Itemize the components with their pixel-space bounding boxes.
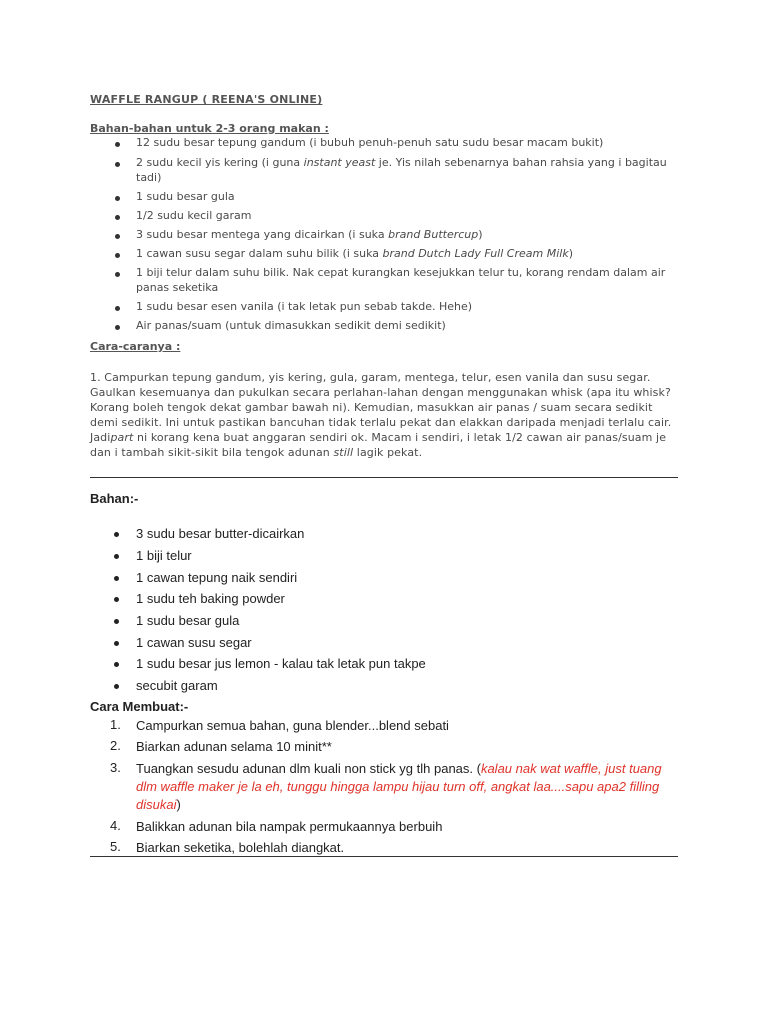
text-span: lagik pekat. — [353, 446, 423, 459]
step-number: 5. — [110, 839, 121, 854]
list-item: secubit garam — [136, 678, 218, 693]
list-item: 1 sudu besar jus lemon - kalau tak letak pun takpe — [136, 656, 426, 671]
list-item — [136, 189, 676, 204]
bullet-icon — [114, 597, 119, 602]
text-span: ) — [478, 228, 483, 241]
ingredients-heading-1: Bahan-bahan untuk 2-3 orang makan : — [90, 122, 329, 135]
method-paragraph — [90, 370, 678, 460]
list-item: 1 cawan tepung naik sendiri — [136, 570, 298, 585]
list-item — [136, 155, 676, 185]
text-span: Tuangkan sesudu adunan dlm kuali non stick yg tlh panas. ( — [136, 761, 481, 776]
bullet-icon — [114, 554, 119, 559]
italic-text: part — [110, 431, 134, 444]
list-item — [136, 135, 676, 150]
list-item — [136, 246, 676, 261]
text-span: 1 sudu besar esen vanila (i tak letak pun sebab takde. Hehe) — [136, 300, 473, 313]
divider — [90, 477, 678, 478]
text-span: je. Yis nilah sebenarnya bahan rahsia yang i bagitau tadi) — [136, 156, 667, 184]
text-span: 2 sudu kecil yis kering (i guna — [136, 156, 304, 169]
italic-text: still — [333, 446, 354, 459]
ingredients-heading-2: Bahan:- — [90, 491, 139, 506]
bullet-icon — [115, 325, 120, 330]
bullet-icon — [115, 196, 120, 201]
bullet-icon — [114, 576, 119, 581]
step-text — [136, 839, 681, 857]
step-number: 4. — [110, 818, 121, 833]
text-span: Biarkan seketika, bolehlah diangkat. — [136, 840, 345, 855]
recipe-title: WAFFLE RANGUP ( REENA'S ONLINE) — [90, 93, 323, 106]
step-text — [136, 717, 681, 735]
bullet-icon — [114, 662, 119, 667]
bullet-icon — [115, 272, 120, 277]
divider — [90, 856, 678, 857]
text-span: 1 cawan susu segar dalam suhu bilik (i suka — [136, 247, 383, 260]
step-number: 3. — [110, 760, 121, 775]
bullet-icon — [114, 619, 119, 624]
list-item: 1 sudu teh baking powder — [136, 591, 285, 606]
red-note-text: kalau nak wat waffle, just tuang dlm waffle maker je la eh, tunggu hingga lampu hijau turn off, angkat laa....sapu apa2 filling disukai — [136, 761, 662, 812]
bullet-icon — [115, 215, 120, 220]
list-item: 3 sudu besar butter-dicairkan — [136, 526, 305, 541]
bullet-icon — [114, 532, 119, 537]
text-span: ni korang kena buat anggaran sendiri ok. Macam i sendiri, i letak 1/2 cawan air panas/suam je dan i tambah sikit-sikit bila tengok adunan — [90, 431, 667, 459]
italic-text: brand Dutch Lady Full Cream Milk — [382, 247, 569, 260]
bullet-icon — [114, 684, 119, 689]
step-text — [136, 738, 681, 756]
text-span: Balikkan adunan bila nampak permukaannya berbuih — [136, 819, 443, 834]
text-span: Campurkan semua bahan, guna blender...blend sebati — [136, 718, 449, 733]
text-span: ) — [568, 247, 573, 260]
text-span: 1 biji telur dalam suhu bilik. Nak cepat kurangkan kesejukkan telur tu, korang rendam dalam air panas seketika — [136, 266, 666, 294]
method-heading-1: Cara-caranya : — [90, 340, 181, 353]
list-item: 1 sudu besar gula — [136, 613, 240, 628]
text-span: 3 sudu besar mentega yang dicairkan (i suka — [136, 228, 389, 241]
step-text — [136, 818, 681, 836]
list-item — [136, 227, 676, 242]
text-span: 1/2 sudu kecil garam — [136, 209, 252, 222]
text-span: ) — [176, 797, 181, 812]
bullet-icon — [115, 306, 120, 311]
step-number: 2. — [110, 738, 121, 753]
step-text — [136, 760, 681, 814]
list-item — [136, 318, 676, 333]
bullet-icon — [115, 162, 120, 167]
bullet-icon — [115, 234, 120, 239]
bullet-icon — [115, 253, 120, 258]
list-item: 1 biji telur — [136, 548, 192, 563]
bullet-icon — [114, 641, 119, 646]
text-span: 1 sudu besar gula — [136, 190, 235, 203]
text-span: 12 sudu besar tepung gandum (i bubuh penuh-penuh satu sudu besar macam bukit) — [136, 136, 604, 149]
list-item — [136, 265, 676, 295]
list-item — [136, 299, 676, 314]
italic-text: brand Buttercup — [388, 228, 479, 241]
text-span: 1. Campurkan tepung gandum, yis kering, gula, garam, mentega, telur, esen vanila dan susu segar. Gaulkan kesemuanya dan pukulkan secara perlahan-lahan dengan menggunakan whisk (apa itu whisk? Korang boleh tengok dekat gambar bawah ni). Kemudian, masukkan air panas / suam secara sedikit demi sedikit. Ini untuk pastikan bancuhan tidak terlalu pekat dan elakkan daripada menjadi terlalu cair. Jadi — [90, 371, 672, 444]
list-item: 1 cawan susu segar — [136, 635, 252, 650]
bullet-icon — [115, 142, 120, 147]
method-heading-2: Cara Membuat:- — [90, 699, 189, 714]
step-number: 1. — [110, 717, 121, 732]
italic-text: instant yeast — [303, 156, 376, 169]
text-span: Biarkan adunan selama 10 minit** — [136, 739, 332, 754]
list-item — [136, 208, 676, 223]
text-span: Air panas/suam (untuk dimasukkan sedikit demi sedikit) — [136, 319, 446, 332]
